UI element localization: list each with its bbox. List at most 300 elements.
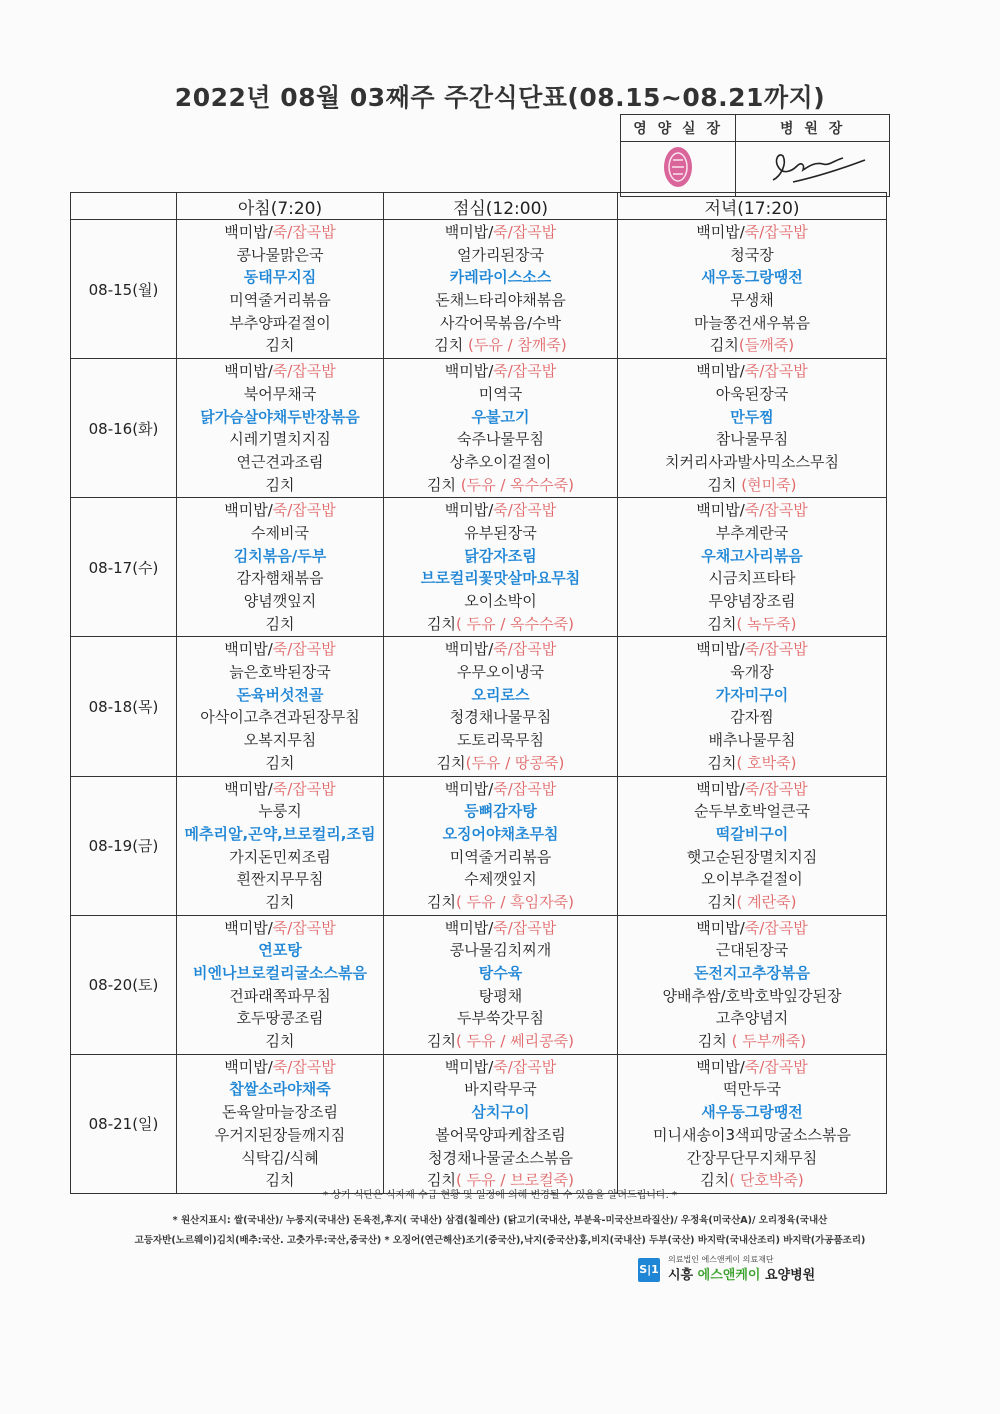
approval-box xyxy=(620,114,890,197)
menu-item xyxy=(618,590,886,613)
menu-item xyxy=(618,266,886,289)
lunch-menu-cell xyxy=(384,1054,618,1193)
menu-item xyxy=(618,1030,886,1053)
dish-name: 카레라이스소스 xyxy=(449,268,552,287)
dish-name: 아삭이고추견과된장무침 xyxy=(200,708,360,727)
dish-name: 무생채 xyxy=(730,291,774,310)
menu-item xyxy=(177,684,383,707)
dish-name: 탕수육 xyxy=(478,964,523,982)
breakfast-menu-cell xyxy=(177,1054,384,1193)
day-date: 08-21(일) xyxy=(71,1054,177,1193)
porridge-option: (두유 / 참깨죽) xyxy=(468,336,567,355)
dish-name: 새우동그랑땡전 xyxy=(701,1103,803,1122)
menu-item xyxy=(384,360,617,383)
menu-item xyxy=(618,1056,886,1079)
menu-item xyxy=(384,962,617,985)
porridge-option: 죽/잡곡밥 xyxy=(272,918,336,937)
dish-name: 백미밥/ xyxy=(224,640,273,659)
menu-item xyxy=(618,661,886,684)
menu-item xyxy=(384,334,617,357)
menu-item xyxy=(384,312,617,335)
dish-name: 백미밥/ xyxy=(696,918,745,937)
menu-item xyxy=(384,778,617,801)
dish-name: 백미밥/ xyxy=(224,501,273,520)
dish-name: 시금치프타타 xyxy=(708,569,796,588)
day-row xyxy=(71,359,887,498)
dish-name: 수제깻잎지 xyxy=(464,870,537,889)
porridge-option: ( 두부깨죽) xyxy=(731,1032,807,1051)
porridge-option: ( 녹두죽) xyxy=(736,614,797,633)
breakfast-menu-cell xyxy=(177,915,384,1054)
dish-name: 우거지된장들깨지짐 xyxy=(214,1125,346,1144)
dish-name: 돈육알마늘장조림 xyxy=(222,1103,338,1122)
dish-name: 식탁김/식혜 xyxy=(241,1148,319,1167)
origin-info-line-1: * 원산지표시: 쌀(국내산)/ 누룽지(국내산) 돈육전,후지( 국내산) 삼겹(칠레산) (닭고기(국내산, 부분육-미국산브라질산)/ 우정육(미국산A)/ 오리정육(국내산 xyxy=(172,1215,828,1226)
porridge-option: 죽/잡곡밥 xyxy=(744,1057,808,1076)
day-date: 08-18(목) xyxy=(71,637,177,776)
dish-name: 가자미구이 xyxy=(715,685,789,704)
menu-item xyxy=(618,1101,886,1124)
dish-name: 시레기멸치지짐 xyxy=(229,430,331,449)
porridge-option: 죽/잡곡밥 xyxy=(744,223,808,241)
dish-name: 근대된장국 xyxy=(715,941,789,960)
dish-name: 햇고순된장멸치지짐 xyxy=(686,847,818,866)
porridge-option: 죽/잡곡밥 xyxy=(272,1057,336,1076)
dish-name: 백미밥/ xyxy=(224,918,273,937)
dish-name: 오복지무침 xyxy=(243,731,317,750)
dish-name: 백미밥/ xyxy=(696,640,745,659)
dish-name: 만두찜 xyxy=(730,407,774,426)
dish-name: 두부쑥갓무침 xyxy=(457,1009,544,1028)
breakfast-menu-cell xyxy=(177,637,384,776)
lunch-menu-cell xyxy=(384,776,618,915)
dish-name: 동태무지짐 xyxy=(243,268,317,287)
dish-name: 우무오이냉국 xyxy=(457,663,544,682)
signature-icon xyxy=(753,142,873,192)
dish-name: 탕평채 xyxy=(478,986,523,1005)
menu-item xyxy=(618,846,886,869)
porridge-option: ( 두유 / 쎄리콩죽) xyxy=(455,1032,574,1051)
menu-item xyxy=(618,289,886,312)
dish-name: 백미밥/ xyxy=(444,362,494,381)
dish-name: 순두부호박얼큰국 xyxy=(694,802,810,821)
porridge-option: 죽/잡곡밥 xyxy=(493,1057,557,1076)
menu-item xyxy=(384,1078,617,1101)
dish-name: 백미밥/ xyxy=(696,223,745,241)
corner-cell xyxy=(71,193,177,220)
menu-item xyxy=(177,428,383,451)
dish-name: 연근견과조림 xyxy=(236,452,324,471)
porridge-option: 죽/잡곡밥 xyxy=(744,362,808,381)
menu-item xyxy=(177,590,383,613)
menu-item xyxy=(618,1007,886,1030)
dish-name: 김치 xyxy=(265,614,295,633)
porridge-option: ( 단호박죽) xyxy=(729,1171,804,1190)
menu-item xyxy=(177,706,383,729)
day-row xyxy=(71,637,887,776)
dish-name: 돈육버섯전골 xyxy=(236,685,324,704)
day-row xyxy=(71,1054,887,1193)
dinner-menu-cell xyxy=(618,1054,887,1193)
menu-item xyxy=(177,846,383,869)
menu-item xyxy=(384,752,617,775)
menu-item xyxy=(177,360,383,383)
menu-item xyxy=(177,383,383,406)
dish-name: 가지돈민찌조림 xyxy=(229,847,331,866)
menu-item xyxy=(618,706,886,729)
menu-item xyxy=(177,406,383,429)
menu-item xyxy=(384,846,617,869)
dish-name: 상추오이겉절이 xyxy=(449,452,552,471)
dinner-header: 저녁(17:20) xyxy=(618,193,887,220)
dish-name: 등뼈감자탕 xyxy=(464,802,537,821)
dish-name: 바지락무국 xyxy=(464,1080,537,1099)
day-row xyxy=(71,220,887,359)
change-notice: * 상기 식단은 식자재 수급 현황 및 일정에 의해 변경될 수 있음을 알려드립니다. * xyxy=(323,1190,677,1201)
porridge-option: (두유 / 땅콩죽) xyxy=(465,753,565,772)
dish-name: 백미밥/ xyxy=(696,1057,745,1076)
menu-item xyxy=(177,1007,383,1030)
menu-item xyxy=(618,428,886,451)
porridge-option: 죽/잡곡밥 xyxy=(493,779,557,798)
menu-item xyxy=(618,962,886,985)
hospital-name-brand: 에스앤케이 xyxy=(697,1268,761,1283)
menu-item xyxy=(618,522,886,545)
menu-item xyxy=(618,800,886,823)
dish-name: 닭감자조림 xyxy=(464,546,537,565)
menu-item xyxy=(384,638,617,661)
dish-name: 연포탕 xyxy=(258,941,302,960)
dish-name: 얼가리된장국 xyxy=(457,245,544,264)
breakfast-menu-cell xyxy=(177,359,384,498)
menu-item xyxy=(384,244,617,267)
menu-item xyxy=(384,499,617,522)
dish-name: 백미밥/ xyxy=(696,362,745,381)
menu-item xyxy=(618,1124,886,1147)
dish-name: 오징어야채초무침 xyxy=(442,824,559,843)
day-row xyxy=(71,498,887,637)
dish-name: 무양념장조림 xyxy=(708,592,796,610)
porridge-option: 죽/잡곡밥 xyxy=(272,362,336,381)
dish-name: 돈전지고추장볶음 xyxy=(694,964,810,982)
dinner-menu-cell xyxy=(618,359,887,498)
porridge-option: ( 두유 / 브로컬죽) xyxy=(455,1171,574,1190)
menu-item xyxy=(618,638,886,661)
nutrition-chief-stamp xyxy=(621,142,736,197)
menu-item xyxy=(384,451,617,474)
porridge-option: 죽/잡곡밥 xyxy=(744,918,808,937)
dish-name: 백미밥/ xyxy=(444,779,494,798)
breakfast-menu-cell xyxy=(177,220,384,359)
dish-name: 건파래쪽파무침 xyxy=(229,986,331,1005)
dinner-menu-cell xyxy=(618,220,887,359)
dish-name: 떡만두국 xyxy=(723,1080,781,1099)
lunch-menu-cell xyxy=(384,637,618,776)
dish-name: 찹쌀소라야채죽 xyxy=(229,1080,331,1099)
menu-item xyxy=(384,823,617,846)
dish-name: 떡갈비구이 xyxy=(715,824,789,843)
menu-item xyxy=(177,778,383,801)
dinner-menu-cell xyxy=(618,915,887,1054)
menu-item xyxy=(618,1147,886,1170)
page-title: 2022년 08월 03째주 주간식단표(08.15~08.21까지) xyxy=(174,83,826,112)
dish-name: 참나물무침 xyxy=(715,430,789,449)
porridge-option: 죽/잡곡밥 xyxy=(744,640,808,659)
dish-name: 김치 xyxy=(265,753,295,772)
day-date: 08-15(월) xyxy=(71,220,177,359)
porridge-option: (두유 / 옥수수죽) xyxy=(460,475,574,494)
menu-item xyxy=(177,289,383,312)
porridge-option: 죽/잡곡밥 xyxy=(744,779,808,798)
menu-item xyxy=(618,360,886,383)
hospital-name xyxy=(668,1264,815,1283)
porridge-option: 죽/잡곡밥 xyxy=(272,223,336,241)
dish-name: 오이소박이 xyxy=(464,592,537,610)
menu-item xyxy=(618,1078,886,1101)
dish-name: 김치볶음/두부 xyxy=(233,546,327,565)
menu-item xyxy=(177,800,383,823)
menu-item xyxy=(384,266,617,289)
menu-item xyxy=(618,334,886,357)
dish-name: 청경채나물무침 xyxy=(449,708,552,727)
breakfast-header: 아침(7:20) xyxy=(177,193,384,220)
dish-name: 백미밥/ xyxy=(224,779,273,798)
dish-name: 김치 xyxy=(427,1032,456,1051)
menu-item xyxy=(177,334,383,357)
menu-item xyxy=(384,661,617,684)
dish-name: 브로컬리꽃맛살마요무침 xyxy=(420,569,581,588)
dish-name: 김치 xyxy=(436,753,466,772)
dish-name: 김치 xyxy=(709,336,739,355)
porridge-option: (들깨죽) xyxy=(738,336,795,355)
menu-item xyxy=(384,590,617,613)
dish-name: 감자찜 xyxy=(730,708,774,727)
menu-item xyxy=(618,778,886,801)
dish-name: 부추계란국 xyxy=(715,523,789,542)
day-date: 08-19(금) xyxy=(71,776,177,915)
dish-name: 유부된장국 xyxy=(464,523,537,542)
dish-name: 돈채느타리야채볶음 xyxy=(435,291,566,310)
dish-name: 새우동그랑땡전 xyxy=(701,268,803,287)
dish-name: 김치 xyxy=(265,475,295,494)
menu-item xyxy=(177,1056,383,1079)
dish-name: 김치 xyxy=(427,892,456,911)
porridge-option: 죽/잡곡밥 xyxy=(493,362,557,381)
menu-item xyxy=(177,451,383,474)
porridge-option: ( 호박죽) xyxy=(736,753,797,772)
dish-name: 백미밥/ xyxy=(444,918,494,937)
menu-item xyxy=(618,244,886,267)
dish-name: 미니새송이3색피망굴소스볶음 xyxy=(653,1125,851,1144)
dish-name: 김치 xyxy=(707,892,737,911)
dish-name: 김치 xyxy=(707,614,737,633)
dish-name: 미역줄거리볶음 xyxy=(229,291,331,310)
porridge-option: 죽/잡곡밥 xyxy=(493,640,557,659)
hospital-badge-icon: S|1 xyxy=(638,1258,660,1282)
dish-name: 흰짠지무무침 xyxy=(236,870,324,889)
dinner-menu-cell xyxy=(618,776,887,915)
porridge-option: ( 계란죽) xyxy=(736,892,797,911)
dish-name: 백미밥/ xyxy=(696,501,745,520)
day-row xyxy=(71,915,887,1054)
dish-name: 청경채나물굴소스볶음 xyxy=(428,1148,573,1167)
menu-item xyxy=(384,985,617,1008)
menu-item xyxy=(618,891,886,914)
menu-item xyxy=(384,428,617,451)
menu-item xyxy=(384,939,617,962)
dish-name: 김치 xyxy=(434,336,468,355)
hospital-logo xyxy=(628,1254,828,1284)
breakfast-menu-cell xyxy=(177,776,384,915)
menu-item xyxy=(618,729,886,752)
dish-name: 볼어묵양파케찹조림 xyxy=(435,1125,566,1144)
menu-item xyxy=(177,1101,383,1124)
menu-item xyxy=(177,939,383,962)
menu-item xyxy=(177,823,383,846)
dish-name: 미역국 xyxy=(478,384,523,403)
nutrition-chief-label: 영 양 실 장 xyxy=(621,115,736,142)
weekly-menu-table xyxy=(70,192,887,1194)
menu-item xyxy=(384,221,617,244)
dish-name: 북어무채국 xyxy=(243,384,317,403)
lunch-menu-cell xyxy=(384,498,618,637)
menu-item xyxy=(177,1124,383,1147)
dish-name: 김치 xyxy=(265,1171,295,1190)
menu-item xyxy=(177,891,383,914)
porridge-option: 죽/잡곡밥 xyxy=(272,779,336,798)
dish-name: 양배추쌈/호박호박잎강된장 xyxy=(662,986,842,1005)
menu-item xyxy=(177,1147,383,1170)
dish-name: 삼치구이 xyxy=(471,1103,530,1122)
porridge-option: ( 두유 / 옥수수죽) xyxy=(455,614,574,633)
dish-name: 부추양파겉절이 xyxy=(229,313,331,332)
dish-name: 배추나물무침 xyxy=(708,731,796,750)
day-date: 08-20(토) xyxy=(71,915,177,1054)
dish-name: 백미밥/ xyxy=(224,223,273,241)
dish-name: 감자햄채볶음 xyxy=(236,569,324,588)
dish-name: 닭가슴살야채두반장볶음 xyxy=(200,407,360,426)
dish-name: 김치 xyxy=(707,475,742,494)
menu-item xyxy=(384,567,617,590)
lunch-menu-cell xyxy=(384,359,618,498)
dish-name: 백미밥/ xyxy=(224,362,273,381)
menu-item xyxy=(384,868,617,891)
menu-item xyxy=(177,522,383,545)
dish-name: 양념깻잎지 xyxy=(243,592,317,610)
porridge-option: 죽/잡곡밥 xyxy=(272,640,336,659)
menu-item xyxy=(384,1147,617,1170)
menu-item xyxy=(618,383,886,406)
menu-item xyxy=(177,474,383,497)
menu-item xyxy=(618,939,886,962)
dish-name: 호두땅콩조림 xyxy=(236,1009,324,1028)
origin-info-line-2: 고등자반(노르웨이)김치(배추:국산. 고춧가루:국산,중국산) * 오징어(연근해산)조기(중국산),낙지(중국산)홍,비지(국내산) 두부(국산) 바지락(국내산조리) 바지락(가공품조리) xyxy=(134,1235,866,1246)
dish-name: 콩나물김치찌개 xyxy=(449,941,552,960)
menu-item xyxy=(384,684,617,707)
menu-item xyxy=(618,499,886,522)
dish-name: 김치 xyxy=(427,1171,456,1190)
porridge-option: 죽/잡곡밥 xyxy=(493,918,557,937)
dish-name: 마늘쫑건새우볶음 xyxy=(694,313,810,332)
porridge-option: 죽/잡곡밥 xyxy=(744,501,808,520)
menu-item xyxy=(384,1101,617,1124)
menu-item xyxy=(618,823,886,846)
menu-item xyxy=(618,752,886,775)
day-date: 08-16(화) xyxy=(71,359,177,498)
dish-name: 미역줄거리볶음 xyxy=(449,847,552,866)
menu-item xyxy=(618,567,886,590)
menu-item xyxy=(177,868,383,891)
dish-name: 김치 xyxy=(700,1171,730,1190)
menu-item xyxy=(384,729,617,752)
menu-item xyxy=(384,406,617,429)
lunch-menu-cell xyxy=(384,220,618,359)
dish-name: 김치 xyxy=(707,753,737,772)
dish-name: 백미밥/ xyxy=(444,223,494,241)
menu-item xyxy=(384,545,617,568)
dish-name: 숙주나물무침 xyxy=(457,430,544,449)
dish-name: 백미밥/ xyxy=(444,1057,494,1076)
hospital-name-suffix: 요양병원 xyxy=(760,1268,816,1283)
dish-name: 우불고기 xyxy=(471,407,530,426)
dish-name: 김치 xyxy=(265,336,295,355)
menu-item xyxy=(177,244,383,267)
menu-item xyxy=(177,1078,383,1101)
dish-name: 메추리알,곤약,브로컬리,조림 xyxy=(184,824,376,843)
dish-name: 누룽지 xyxy=(258,802,302,821)
hospital-name-prefix: 시흥 xyxy=(668,1268,698,1283)
porridge-option: (현미죽) xyxy=(741,475,797,494)
dish-name: 수제비국 xyxy=(251,523,309,542)
menu-item xyxy=(384,289,617,312)
menu-item xyxy=(618,985,886,1008)
dish-name: 우채고사리볶음 xyxy=(701,546,803,565)
menu-item xyxy=(384,891,617,914)
dish-name: 사각어묵볶음/수박 xyxy=(440,313,561,332)
menu-item xyxy=(618,312,886,335)
menu-item xyxy=(177,638,383,661)
dish-name: 김치 xyxy=(427,475,461,494)
menu-body xyxy=(71,220,887,1194)
menu-item xyxy=(384,1007,617,1030)
dish-name: 치커리사과발사믹소스무침 xyxy=(665,452,839,471)
menu-item xyxy=(384,1056,617,1079)
menu-item xyxy=(384,706,617,729)
menu-item xyxy=(618,474,886,497)
dish-name: 오리로스 xyxy=(471,685,530,704)
menu-item xyxy=(384,1030,617,1053)
menu-item xyxy=(177,985,383,1008)
dish-name: 아욱된장국 xyxy=(715,384,789,403)
menu-item xyxy=(384,383,617,406)
hospital-tagline: 의료법인 에스앤케이 의료재단 xyxy=(668,1255,774,1264)
dish-name: 고추양념지 xyxy=(715,1009,789,1028)
dish-name: 간장무단무지채무침 xyxy=(686,1148,818,1167)
dish-name: 김치 xyxy=(265,1032,295,1051)
dish-name: 비엔나브로컬리굴소스볶음 xyxy=(193,964,367,982)
menu-item xyxy=(177,312,383,335)
menu-item xyxy=(618,406,886,429)
menu-item xyxy=(177,962,383,985)
menu-item xyxy=(618,868,886,891)
dish-name: 백미밥/ xyxy=(696,779,745,798)
porridge-option: 죽/잡곡밥 xyxy=(493,501,557,520)
dish-name: 청국장 xyxy=(730,245,774,264)
menu-item xyxy=(618,917,886,940)
menu-item xyxy=(618,221,886,244)
menu-item xyxy=(618,613,886,636)
lunch-header: 점심(12:00) xyxy=(384,193,618,220)
